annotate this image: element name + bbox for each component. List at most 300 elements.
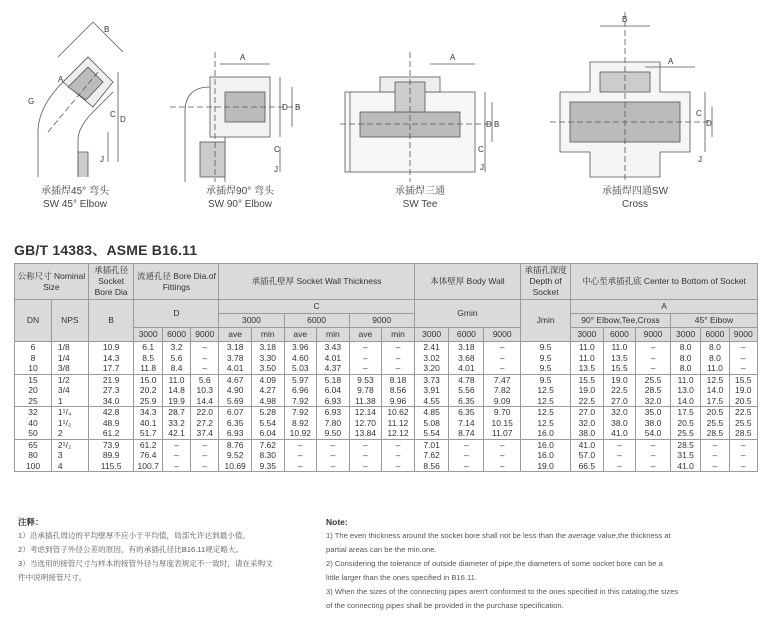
table-row — [15, 363, 758, 374]
table-cell: 34.0 — [88, 396, 134, 407]
table-cell: 8.5 — [134, 353, 163, 364]
table-cell: 1/4 — [51, 353, 88, 364]
table-cell: 6.04 — [317, 385, 350, 396]
table-cell: 38.0 — [603, 418, 636, 429]
table-cell: 15.5 — [571, 374, 604, 385]
table-cell: 15.5 — [603, 363, 636, 374]
table-cell: – — [603, 461, 636, 472]
table-cell: – — [317, 450, 350, 461]
table-cell: 11.8 — [134, 363, 163, 374]
table-cell: 4.01 — [449, 363, 484, 374]
table-cell: 4.98 — [251, 396, 284, 407]
notes-cn-heading: 注释： — [18, 517, 44, 527]
table-cell: – — [162, 439, 190, 450]
d-3000-header: 3000 — [134, 328, 163, 342]
table-cell: 5.08 — [414, 418, 449, 429]
table-cell: – — [729, 353, 757, 364]
table-cell: 3.91 — [414, 385, 449, 396]
table-cell: 16.0 — [521, 428, 571, 439]
center-bottom-header: 中心至承插孔底 Center to Bottom of Socket — [571, 264, 758, 300]
table-cell: 28.5 — [636, 385, 671, 396]
table-cell: 22.5 — [603, 385, 636, 396]
table-cell: 2 — [51, 428, 88, 439]
sw-90-elbow-caption: 承插焊90° 弯头 SW 90° Elbow — [206, 186, 274, 210]
table-cell: – — [191, 363, 219, 374]
table-cell: 20.5 — [729, 396, 757, 407]
table-cell: 8.56 — [382, 385, 415, 396]
table-cell: 7.92 — [284, 407, 317, 418]
table-cell: 10.62 — [382, 407, 415, 418]
table-cell: 11.0 — [162, 374, 190, 385]
table-cell: 6.96 — [284, 385, 317, 396]
table-cell: 5.18 — [317, 374, 350, 385]
table-cell: 8.56 — [414, 461, 449, 472]
table-row — [15, 353, 758, 364]
dim-j-label: J — [480, 163, 484, 172]
table-cell: 7.47 — [484, 374, 521, 385]
table-cell: 1/8 — [51, 342, 88, 353]
table-cell: – — [603, 439, 636, 450]
note-line: little larger than the ones specified in B16.11. — [326, 573, 477, 582]
c-9000-header: 9000 — [349, 314, 414, 328]
table-cell: 54.0 — [636, 428, 671, 439]
table-cell: 9.50 — [317, 428, 350, 439]
table-cell: – — [382, 342, 415, 353]
d-6000-header: 6000 — [162, 328, 190, 342]
table-cell: 3.30 — [251, 353, 284, 364]
table-cell: – — [636, 363, 671, 374]
table-cell: – — [701, 461, 729, 472]
table-cell: 27.0 — [603, 396, 636, 407]
g-9000-header: 9000 — [484, 328, 521, 342]
table-cell: – — [162, 450, 190, 461]
table-cell: 28.7 — [162, 407, 190, 418]
table-cell: 9.53 — [349, 374, 382, 385]
table-cell: 10.3 — [191, 385, 219, 396]
table-cell: 6.93 — [317, 407, 350, 418]
table-cell: 4.78 — [449, 374, 484, 385]
table-cell: 7.01 — [414, 439, 449, 450]
b-header: B — [88, 300, 134, 342]
table-cell: – — [636, 461, 671, 472]
table-cell: 12.5 — [701, 374, 729, 385]
table-cell: 9.5 — [521, 353, 571, 364]
table-cell: 4.67 — [219, 374, 252, 385]
table-cell: – — [382, 353, 415, 364]
c-6000-header: 6000 — [284, 314, 349, 328]
table-cell: 9.96 — [382, 396, 415, 407]
table-cell: 1 — [51, 396, 88, 407]
table-cell: 7.80 — [317, 418, 350, 429]
dim-a-label: A — [668, 57, 674, 66]
table-cell: 9.70 — [484, 407, 521, 418]
table-cell: 25.5 — [701, 418, 729, 429]
table-cell: 20.5 — [670, 418, 700, 429]
table-cell: – — [349, 363, 382, 374]
table-cell: 21.9 — [88, 374, 134, 385]
table-cell: – — [603, 450, 636, 461]
table-row — [15, 450, 758, 461]
table-cell: 8 — [15, 353, 52, 364]
table-cell: – — [191, 353, 219, 364]
dim-c-label: C — [274, 145, 280, 154]
table-body — [15, 342, 758, 472]
table-cell: 13.0 — [670, 385, 700, 396]
table-cell: 34.3 — [134, 407, 163, 418]
table-cell: 17.5 — [670, 407, 700, 418]
table-cell: 6.1 — [134, 342, 163, 353]
table-cell: – — [701, 439, 729, 450]
table-row — [15, 374, 758, 385]
sw-45-elbow-drawing — [18, 12, 128, 177]
table-cell: 4.01 — [317, 353, 350, 364]
notes-english — [326, 515, 756, 613]
table-cell: 4.60 — [284, 353, 317, 364]
table-cell: 7.14 — [449, 418, 484, 429]
table-cell: 32.0 — [603, 407, 636, 418]
table-cell: 41.0 — [571, 439, 604, 450]
table-cell: 50 — [15, 428, 52, 439]
table-cell: 28.5 — [670, 439, 700, 450]
table-cell: – — [191, 461, 219, 472]
table-cell: 14.8 — [162, 385, 190, 396]
table-cell: 27.3 — [88, 385, 134, 396]
table-cell: 40 — [15, 418, 52, 429]
table-cell: 41.0 — [603, 428, 636, 439]
table-row — [15, 385, 758, 396]
table-cell: – — [484, 450, 521, 461]
table-cell: 22.5 — [729, 407, 757, 418]
body-wall-header: 本体壁厚 Body Wall — [414, 264, 520, 300]
table-cell: 19.0 — [521, 461, 571, 472]
table-cell: 6.35 — [449, 407, 484, 418]
note-line: 3) When the sizes of the connecting pipes aren't conformed to the ones specified in this catalog,the sizes — [326, 587, 679, 596]
table-cell: 8.76 — [219, 439, 252, 450]
table-cell: 6.07 — [219, 407, 252, 418]
table-cell: 5.56 — [449, 385, 484, 396]
table-cell: 61.2 — [134, 439, 163, 450]
table-cell: 9.5 — [521, 374, 571, 385]
table-row — [15, 418, 758, 429]
table-row — [15, 461, 758, 472]
table-cell: 3/4 — [51, 385, 88, 396]
table-cell: 5.6 — [191, 374, 219, 385]
dim-a-label: A — [58, 75, 64, 84]
table-cell: – — [382, 461, 415, 472]
table-cell: 8.0 — [670, 363, 700, 374]
nominal-size-header: 公称尺寸 Nominal Size — [15, 264, 89, 300]
dim-b-label: B — [494, 120, 500, 129]
table-cell: 2.41 — [414, 342, 449, 353]
note-line: partial areas can be the min.one. — [326, 545, 437, 554]
note-line: 2) Considering the tolerance of outside diameter of pipe,the diameters of some socket bore can be a — [326, 559, 663, 568]
table-cell: 35.0 — [636, 407, 671, 418]
a90-9000-header: 9000 — [636, 328, 671, 342]
a45-6000-header: 6000 — [701, 328, 729, 342]
table-cell: 1/2 — [51, 374, 88, 385]
table-cell: 12.12 — [382, 428, 415, 439]
table-cell: 3.96 — [284, 342, 317, 353]
table-cell: 19.0 — [571, 385, 604, 396]
table-cell: 14.4 — [191, 396, 219, 407]
note-line: 2）考虑到管子外径公差的原因，有的承插孔径比B16.11规定略大。 — [18, 545, 244, 554]
socket-wall-header: 承插孔壁厚 Socket Wall Thickness — [219, 264, 414, 300]
table-cell: 5.54 — [251, 418, 284, 429]
table-cell: – — [191, 342, 219, 353]
table-cell: 8.4 — [162, 363, 190, 374]
dimension-table — [14, 263, 758, 472]
dim-a-label: A — [240, 53, 246, 62]
table-cell: 32.0 — [571, 418, 604, 429]
dim-j-label: J — [274, 165, 278, 174]
table-cell: 7.82 — [484, 385, 521, 396]
table-cell: 6.35 — [449, 396, 484, 407]
table-cell: 11.0 — [571, 353, 604, 364]
table-cell: 12.5 — [521, 385, 571, 396]
ave-header: ave — [284, 328, 317, 342]
table-cell: 4.01 — [219, 363, 252, 374]
table-cell: – — [284, 439, 317, 450]
table-cell: 28.5 — [729, 428, 757, 439]
table-cell: 3.20 — [414, 363, 449, 374]
table-cell: 27.0 — [571, 407, 604, 418]
table-cell: 4.09 — [251, 374, 284, 385]
sw-cross-caption: 承插焊四通SW Cross — [601, 186, 669, 210]
table-cell: 33.2 — [162, 418, 190, 429]
table-cell: 42.1 — [162, 428, 190, 439]
standard-title: GB/T 14383、ASME B16.11 — [14, 242, 198, 258]
table-cell: 11.0 — [571, 342, 604, 353]
table-cell: 25 — [15, 396, 52, 407]
table-cell: – — [636, 450, 671, 461]
elbow-45-header: 45° Eibow — [670, 314, 757, 328]
ave-header: ave — [219, 328, 252, 342]
table-cell: 3.43 — [317, 342, 350, 353]
table-cell: 10.69 — [219, 461, 252, 472]
table-cell: – — [284, 461, 317, 472]
table-cell: 3.02 — [414, 353, 449, 364]
table-cell: 11.0 — [701, 363, 729, 374]
notes-chinese — [18, 515, 318, 585]
dim-b-label: B — [295, 103, 301, 112]
table-row — [15, 342, 758, 353]
table-row — [15, 407, 758, 418]
table-cell: 57.0 — [571, 450, 604, 461]
dim-d-label: D — [120, 115, 126, 124]
dim-c-label: C — [478, 145, 484, 154]
bore-dia-header: 流通孔径 Bore Dia.of Fittings — [134, 264, 219, 300]
table-cell: 5.54 — [414, 428, 449, 439]
table-cell: 7.62 — [251, 439, 284, 450]
table-cell: 76.4 — [134, 450, 163, 461]
dim-j-label: J — [100, 155, 104, 164]
table-cell: 17.5 — [701, 396, 729, 407]
table-cell: – — [349, 353, 382, 364]
table-cell: – — [729, 461, 757, 472]
table-cell: 12.70 — [349, 418, 382, 429]
table-cell: 61.2 — [88, 428, 134, 439]
table-cell: – — [729, 439, 757, 450]
table-cell: – — [701, 450, 729, 461]
table-cell: – — [191, 450, 219, 461]
table-cell: 48.9 — [88, 418, 134, 429]
table-cell: 3.68 — [449, 353, 484, 364]
table-cell: 13.84 — [349, 428, 382, 439]
g-header: Gmin — [414, 300, 520, 328]
ave-header: ave — [349, 328, 382, 342]
table-cell: 8.74 — [449, 428, 484, 439]
table-cell: 19.0 — [729, 385, 757, 396]
dim-b-label: B — [622, 15, 628, 24]
table-cell: 4.55 — [414, 396, 449, 407]
table-cell: 11.0 — [670, 374, 700, 385]
table-cell: 28.5 — [701, 428, 729, 439]
table-cell: 14.3 — [88, 353, 134, 364]
table-cell: 16.0 — [521, 450, 571, 461]
table-cell: 22.5 — [571, 396, 604, 407]
table-cell: 27.2 — [191, 418, 219, 429]
table-row — [15, 428, 758, 439]
dim-a-label: A — [450, 53, 456, 62]
table-cell: – — [636, 439, 671, 450]
g-6000-header: 6000 — [449, 328, 484, 342]
table-cell: – — [317, 439, 350, 450]
table-cell: 13.5 — [603, 353, 636, 364]
table-cell: 25.5 — [670, 428, 700, 439]
table-cell: – — [729, 363, 757, 374]
table-cell: 3.18 — [449, 342, 484, 353]
table-cell: 8.0 — [670, 353, 700, 364]
table-cell: 65 — [15, 439, 52, 450]
table-cell: 8.0 — [701, 353, 729, 364]
table-cell: 6.35 — [219, 418, 252, 429]
table-cell: 4.85 — [414, 407, 449, 418]
table-cell: 32.0 — [636, 396, 671, 407]
table-cell: 1¹/₂ — [51, 418, 88, 429]
dn-header: DN — [15, 300, 52, 342]
dim-d-label: D — [282, 103, 288, 112]
d-header: D — [134, 300, 219, 328]
depth-socket-header: 承插孔深度 Depth of Socket — [521, 264, 571, 300]
table-cell: 9.78 — [349, 385, 382, 396]
note-line: 1）沿承插孔周边的平均壁厚不应小于平均值，局部允许达到最小值。 — [18, 531, 251, 540]
table-cell: 5.69 — [219, 396, 252, 407]
table-cell: 9.5 — [521, 342, 571, 353]
table-cell: 7.92 — [284, 396, 317, 407]
table-cell: 4 — [51, 461, 88, 472]
sw-90-elbow-drawing — [170, 12, 310, 182]
table-cell: – — [636, 342, 671, 353]
elbow-90-header: 90° Elbow,Tee,Cross — [571, 314, 671, 328]
table-cell: 11.0 — [603, 342, 636, 353]
table-cell: 3/8 — [51, 363, 88, 374]
g-3000-header: 3000 — [414, 328, 449, 342]
table-cell: – — [636, 353, 671, 364]
j-header: Jmin — [521, 300, 571, 342]
dim-b-label: B — [104, 25, 110, 34]
table-cell: 38.0 — [636, 418, 671, 429]
table-cell: 3 — [51, 450, 88, 461]
note-line: 1) The even thickness around the socket bore shall not be less than the average value,the thickness at — [326, 531, 671, 540]
table-cell: – — [449, 450, 484, 461]
table-cell: 16.0 — [521, 439, 571, 450]
table-cell: 31.5 — [670, 450, 700, 461]
table-cell: 80 — [15, 450, 52, 461]
table-cell: 20.2 — [134, 385, 163, 396]
table-cell: 8.30 — [251, 450, 284, 461]
table-cell: 3.18 — [251, 342, 284, 353]
table-cell: – — [484, 353, 521, 364]
table-cell: 100 — [15, 461, 52, 472]
a90-3000-header: 3000 — [571, 328, 604, 342]
d-9000-header: 9000 — [191, 328, 219, 342]
table-cell: 4.27 — [251, 385, 284, 396]
table-cell: 37.4 — [191, 428, 219, 439]
table-cell: 22.0 — [191, 407, 219, 418]
table-cell: 15.5 — [729, 374, 757, 385]
table-cell: – — [729, 450, 757, 461]
table-cell: 9.09 — [484, 396, 521, 407]
table-cell: 3.78 — [219, 353, 252, 364]
table-cell: 41.0 — [670, 461, 700, 472]
table-cell: 6.93 — [219, 428, 252, 439]
table-cell: 6.93 — [317, 396, 350, 407]
table-row — [15, 439, 758, 450]
table-cell: 14.0 — [701, 385, 729, 396]
table-cell: 11.38 — [349, 396, 382, 407]
table-cell: 42.8 — [88, 407, 134, 418]
min-header: min — [382, 328, 415, 342]
table-cell: – — [449, 439, 484, 450]
table-cell: – — [349, 439, 382, 450]
table-cell: 9.52 — [219, 450, 252, 461]
table-cell: 5.97 — [284, 374, 317, 385]
notes-en-heading: Note: — [326, 517, 348, 527]
dim-c-label: C — [110, 110, 116, 119]
table-cell: 4.37 — [317, 363, 350, 374]
table-cell: 14.0 — [670, 396, 700, 407]
table-cell: 13.5 — [571, 363, 604, 374]
a-header: A — [571, 300, 758, 314]
table-cell: – — [349, 450, 382, 461]
table-cell: 11.07 — [484, 428, 521, 439]
table-cell: 32 — [15, 407, 52, 418]
table-cell: 38.0 — [571, 428, 604, 439]
note-line: 3）当选用的接管尺寸与样本的接管外径与厚度表规定不一致时，请在采购文 — [18, 559, 273, 568]
table-cell: – — [162, 461, 190, 472]
table-cell: 73.9 — [88, 439, 134, 450]
table-cell: – — [484, 363, 521, 374]
table-cell: 25.9 — [134, 396, 163, 407]
table-cell: 9.35 — [251, 461, 284, 472]
a45-9000-header: 9000 — [729, 328, 757, 342]
table-cell: 51.7 — [134, 428, 163, 439]
table-cell: – — [382, 363, 415, 374]
table-cell: 40.1 — [134, 418, 163, 429]
table-cell: 10.15 — [484, 418, 521, 429]
table-cell: 12.5 — [521, 418, 571, 429]
a90-6000-header: 6000 — [603, 328, 636, 342]
table-cell: – — [349, 461, 382, 472]
table-cell: 19.9 — [162, 396, 190, 407]
table-cell: 3.2 — [162, 342, 190, 353]
note-line: of the connecting pipes shall be provided in the purchase specification. — [326, 601, 564, 610]
table-cell: – — [484, 461, 521, 472]
dim-g-label: G — [28, 97, 35, 106]
table-cell: 11.12 — [382, 418, 415, 429]
table-cell: 12.14 — [349, 407, 382, 418]
table-cell: 89.9 — [88, 450, 134, 461]
